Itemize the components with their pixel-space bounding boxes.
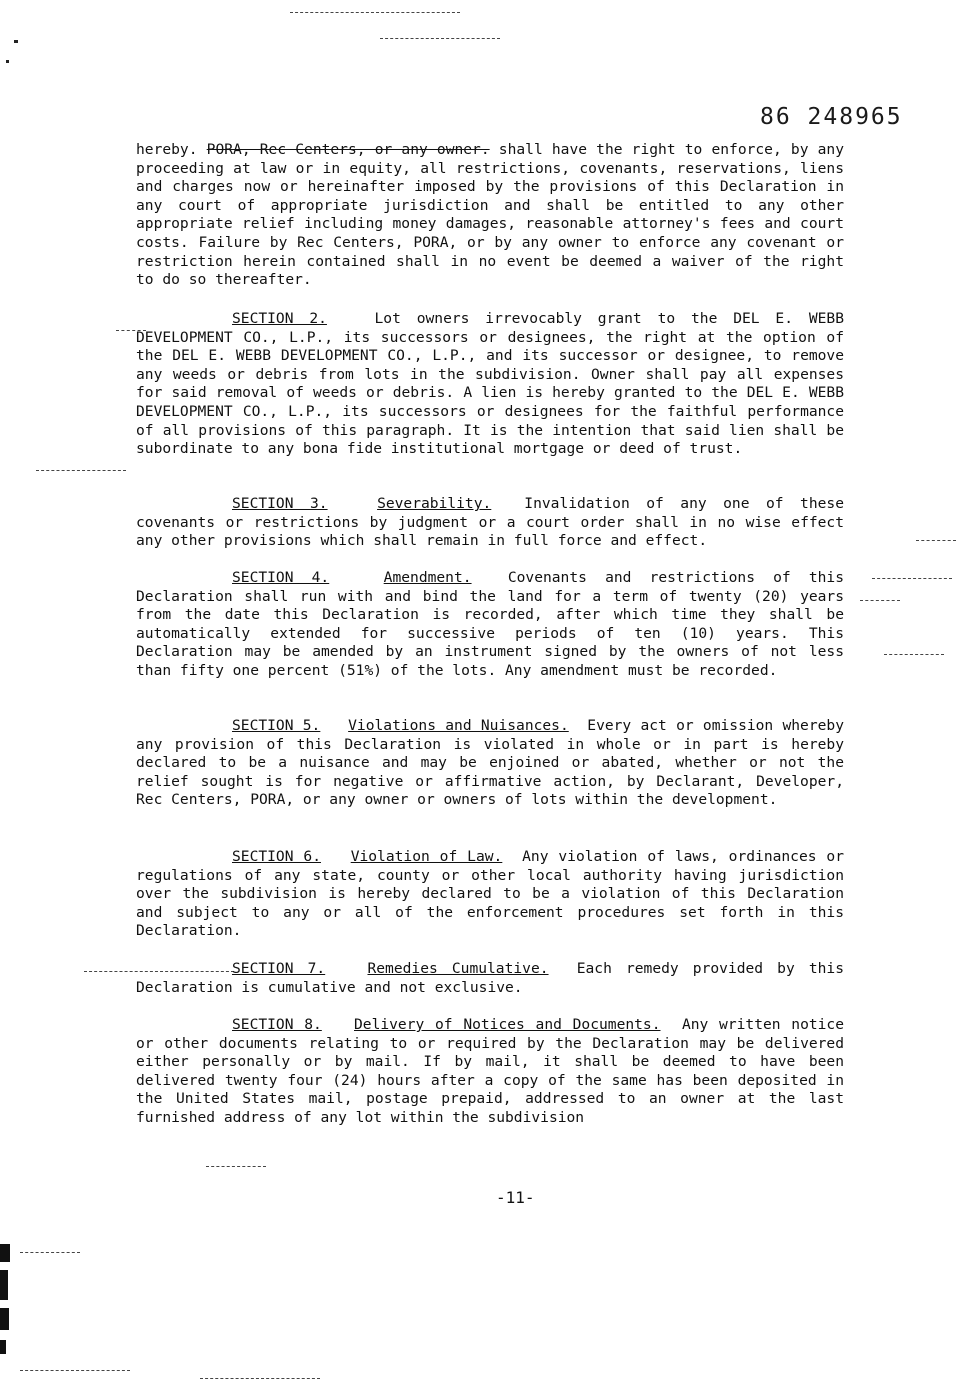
section-heading: Violation of Law. xyxy=(350,848,503,865)
page-number: -11- xyxy=(496,1188,535,1207)
scan-artifact-bottom xyxy=(20,1370,130,1372)
section-2 xyxy=(136,310,844,459)
intro-paragraph xyxy=(136,141,844,290)
section-text: Lot owners irrevocably grant to the DEL E. WEBB DEVELOPMENT CO., L.P., its successors or designees, the right at the option of the DEL E. WEBB DEVELOPMENT CO., L.P., and its successor or designee, to remove any weeds or debris from lots in the subdivision. Owner shall pay all expenses for said removal of weeds or debris. A lien is hereby granted to the DEL E. WEBB DEVELOPMENT CO., L.P., its successors or designees for the faithful performance of all provisions of this paragraph. It is the intention that said lien shall be subordinate to any bona fide institutional mortgage or deed of trust. xyxy=(136,310,844,458)
section-heading: Severability. xyxy=(377,495,492,512)
scan-artifact-right xyxy=(860,600,900,602)
scan-artifact-right xyxy=(916,540,956,542)
scan-artifact-right xyxy=(872,578,952,580)
section-label: SECTION 8. xyxy=(232,1016,322,1033)
section-heading: Violations and Nuisances. xyxy=(348,717,569,734)
section-label: SECTION 5. xyxy=(232,717,321,734)
scan-artifact-bottom xyxy=(20,1252,80,1254)
scan-speck xyxy=(6,60,9,63)
scan-artifact-top xyxy=(290,12,460,14)
scan-artifact-right xyxy=(884,654,944,656)
scan-edge-mark xyxy=(0,1270,8,1300)
intro-body: shall have the right to enforce, by any proceeding at law or in equity, all restrictions, covenants, reservations, liens and charges now or hereinafter imposed by the provisions of this Declaration in any court of appropriate jurisdiction and shall be entitled to any other appropriate relief including money damages, reasonable attorney's fees and court costs. Failure by Rec Centers, PORA, or by any owner to enforce any covenant or restriction herein contained shall in no event be deemed a waiver of the right to do so thereafter. xyxy=(136,141,844,289)
section-label: SECTION 2. xyxy=(232,310,327,327)
section-heading: Delivery of Notices and Documents. xyxy=(354,1016,661,1033)
scan-artifact-bottom xyxy=(200,1378,320,1380)
section-text: Each remedy provided by this Declaration is cumulative and not exclusive. xyxy=(136,960,844,996)
section-label: SECTION 4. xyxy=(232,569,330,586)
scan-edge-mark xyxy=(0,1340,6,1354)
recording-number: 86 248965 xyxy=(760,104,903,130)
section-text: Covenants and restrictions of this Declaration shall run with and bind the land for a term of twenty (20) years from the date this Declaration is recorded, after which time they shall be automatically extended for successive periods of ten (10) years. This Declaration may be amended by an instrument signed by the owners of not less than fifty one percent (51%) of the lots. Any amendment must be recorded. xyxy=(136,569,845,679)
section-3 xyxy=(136,495,844,551)
section-text: Any violation of laws, ordinances or regulations of any state, county or other local authority having jurisdiction over the subdivision is hereby declared to be a violation of this Declaration and subject to any or all of the enforcement procedures set forth in this Declaration. xyxy=(136,848,845,940)
section-label: SECTION 3. xyxy=(232,495,328,512)
section-heading: Amendment. xyxy=(383,569,472,586)
section-label: SECTION 6. xyxy=(232,848,321,865)
section-8 xyxy=(136,1016,844,1128)
section-7 xyxy=(136,960,844,997)
section-6 xyxy=(136,848,844,941)
scan-artifact-mid xyxy=(206,1166,266,1168)
section-text: Invalidation of any one of these covenants or restrictions by judgment or a court order shall in no wise effect any other provisions which shall remain in full force and effect. xyxy=(136,495,844,550)
section-5 xyxy=(136,717,844,810)
scan-edge-mark xyxy=(0,1308,9,1330)
section-label: SECTION 7. xyxy=(232,960,326,977)
scan-speck xyxy=(14,40,18,43)
scan-artifact-top-2 xyxy=(380,38,500,40)
section-text: Any written notice or other documents relating to or required by the Declaration may be delivered either personally or by mail. If by mail, it shall be deemed to have been delivered twenty four (24) hours after a copy of the same has been deposited in the United States mail, postage prepaid, addressed to an owner at the last furnished address of any lot within the subdivision xyxy=(136,1016,845,1126)
intro-pre-strike: hereby. xyxy=(136,141,198,158)
section-heading: Remedies Cumulative. xyxy=(367,960,549,977)
section-4 xyxy=(136,569,844,681)
struck-text: PORA, Rec Centers, or any owner. xyxy=(206,141,490,158)
scan-artifact-left xyxy=(36,470,126,472)
section-text: Every act or omission whereby any provision of this Declaration is violated in whole or in part is hereby declared to be a nuisance and may be enjoined or abated, whether or not the relief sought is for negative or affirmative action, by Declarant, Developer, Rec Centers, PORA, or any owner or owners of lots within the development. xyxy=(136,717,844,809)
scan-edge-mark xyxy=(0,1244,10,1262)
